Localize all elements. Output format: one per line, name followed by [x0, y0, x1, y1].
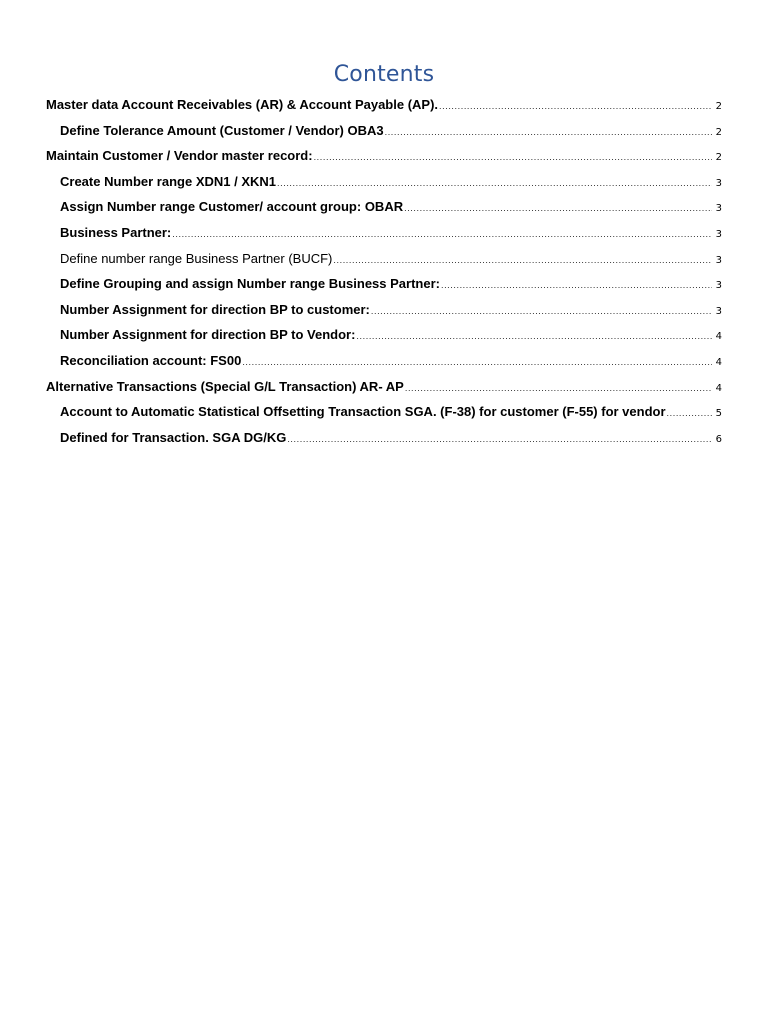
toc-dot-leader: [287, 427, 712, 453]
toc-page-number: 4: [715, 356, 722, 368]
toc-entry-text: Define Grouping and assign Number range Business Partner:: [60, 276, 440, 292]
toc-dot-leader: [371, 299, 712, 325]
toc-entry-text: Account to Automatic Statistical Offsetting Transaction SGA. (F-38) for customer (F-55) for vendor: [60, 404, 666, 420]
toc-page-number: 2: [715, 126, 722, 138]
toc-page-number: 6: [715, 433, 722, 445]
toc-entry[interactable]: [46, 374, 722, 400]
toc-page-number: 3: [715, 305, 722, 317]
toc-dot-leader: [242, 350, 712, 376]
toc-entry[interactable]: [46, 297, 722, 323]
toc-entry-text: Alternative Transactions (Special G/L Transaction) AR- AP: [46, 378, 404, 394]
toc-page-number: 3: [715, 177, 722, 189]
toc-entry-text: Reconciliation account: FS00: [60, 352, 242, 368]
toc-entry-text: Number Assignment for direction BP to Vendor:: [60, 327, 356, 343]
toc-dot-leader: [405, 376, 712, 402]
toc-entry-text: Master data Account Receivables (AR) & Account Payable (AP).: [46, 97, 439, 112]
toc-dot-leader: [172, 222, 712, 248]
toc-entry[interactable]: [46, 399, 722, 425]
toc-dot-leader: [404, 196, 712, 222]
toc-entry-text: Define number range Business Partner (BUCF): [60, 250, 333, 266]
toc-entry[interactable]: [46, 118, 722, 144]
toc-entry-text: Defined for Transaction. SGA DG/KG: [60, 429, 287, 445]
toc-entry[interactable]: [46, 271, 722, 297]
toc-entry-text: Maintain Customer / Vendor master record:: [46, 148, 313, 164]
toc-dot-leader: [667, 401, 712, 427]
toc-entry[interactable]: [46, 92, 722, 118]
toc-dot-leader: [277, 171, 712, 197]
toc-entry-text: Number Assignment for direction BP to customer:: [60, 301, 370, 317]
toc-dot-leader: [356, 324, 712, 350]
toc-page-number: 2: [715, 152, 722, 164]
toc-entry[interactable]: [46, 322, 722, 348]
toc-entry-text: Define Tolerance Amount (Customer / Vendor) OBA3: [60, 122, 384, 138]
toc-page-number: 3: [715, 254, 722, 266]
toc-page-number: 3: [715, 280, 722, 292]
toc-entry-text: Business Partner:: [60, 224, 172, 240]
toc-entry[interactable]: [46, 194, 722, 220]
toc-entry-text: Create Number range XDN1 / XKN1: [60, 173, 277, 189]
toc-page-number: 2: [715, 101, 722, 112]
toc-entry[interactable]: [46, 425, 722, 451]
toc-page-number: 5: [715, 408, 722, 420]
toc-page-number: 3: [715, 228, 722, 240]
toc-entry[interactable]: [46, 246, 722, 272]
toc-entry-text: Assign Number range Customer/ account group: OBAR: [60, 199, 404, 215]
toc-entry[interactable]: [46, 220, 722, 246]
toc-dot-leader: [385, 120, 712, 146]
toc-dot-leader: [439, 94, 712, 120]
toc-entry[interactable]: [46, 348, 722, 374]
toc-dot-leader: [314, 145, 712, 171]
toc-page-number: 4: [715, 331, 722, 343]
toc-page-number: 4: [715, 382, 722, 394]
toc-entry[interactable]: [46, 143, 722, 169]
toc-page-number: 3: [715, 203, 722, 215]
toc-title: Contents: [333, 62, 435, 87]
toc-dot-leader: [333, 248, 712, 274]
toc-entry[interactable]: [46, 169, 722, 195]
toc-dot-leader: [441, 273, 712, 299]
table-of-contents: [46, 92, 722, 450]
